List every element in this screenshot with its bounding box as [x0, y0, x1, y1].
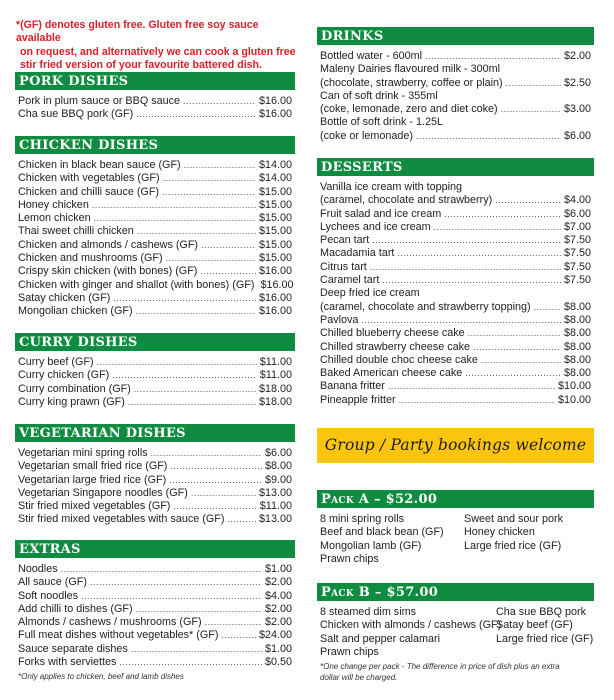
menu-item: Crispy skin chicken (with bones) (GF) ..... $16.00 [18, 265, 292, 278]
menu-item: (coke, lemonade, zero and diet coke) ..... $3.00 [320, 103, 591, 116]
menu-item: Stir fried mixed vegetables with sauce (GF) ..... $13.00 [18, 513, 292, 526]
menu-item: Chilled strawberry cheese cake ..... $8.00 [320, 341, 591, 354]
menu-item-title: Deep fried ice cream [320, 287, 420, 300]
menu-item: Chilled double choc cheese cake ..... $8.00 [320, 354, 591, 367]
menu-item: Soft noodles ..... $4.00 [18, 590, 292, 603]
pack-b-section [317, 583, 594, 683]
menu-item-title: Can of soft drink - 355ml [320, 89, 438, 102]
pack-item: Prawn chips [320, 552, 379, 565]
menu-item: Thai sweet chilli chicken ..... $15.00 [18, 225, 292, 238]
menu-item: Chicken in black bean sauce (GF) ..... $14.00 [18, 159, 292, 172]
pack-footnote-line-2: dollar will be charged. [320, 673, 398, 683]
pack-item: Cha sue BBQ pork [496, 606, 587, 618]
pack-item: 8 mini spring rolls [320, 513, 405, 525]
menu-item: Cha sue BBQ pork (GF) ..... $16.00 [18, 108, 292, 121]
pack-item: Beef and black bean (GF) [320, 526, 444, 539]
menu-item: Vegetarian small fried rice (GF) ..... $8.00 [18, 460, 292, 473]
pack-item: 8 steamed dim sims [320, 606, 417, 618]
menu-item: Citrus tart ..... $7.50 [320, 261, 591, 274]
notice-line-3: stir fried version of your favourite battered dish. [20, 58, 262, 71]
menu-item: Satay chicken (GF) ..... $16.00 [18, 292, 292, 305]
pack-item: Salt and pepper calamari [320, 632, 441, 645]
menu-item: Vegetarian Singapore noodles (GF) ..... $13.00 [18, 487, 292, 500]
menu-item: Vegetarian large fried rice (GF) ..... $9.00 [18, 474, 292, 487]
menu-item: Vegetarian mini spring rolls ..... $6.00 [18, 447, 292, 460]
drinks-header: DRINKS [317, 27, 594, 45]
pork-section [15, 72, 295, 122]
vegetarian-items [15, 447, 295, 527]
pack-item: Chicken with almonds / cashews (GF) [320, 619, 502, 632]
menu-item: Pavlova ..... $8.00 [320, 314, 591, 327]
pack-a-col-2 [464, 513, 563, 566]
pork-header: PORK DISHES [15, 72, 295, 90]
chicken-section [15, 136, 295, 319]
pack-item: Sweet and sour pork [464, 513, 564, 525]
menu-item: All sauce (GF) ..... $2.00 [18, 576, 292, 589]
pack-item: Large fried rice (GF) [496, 632, 594, 645]
menu-item: Noodles ..... $1.00 [18, 563, 292, 576]
pack-item: Prawn chips [320, 645, 379, 658]
menu-item: Pineapple fritter ..... $10.00 [320, 394, 591, 407]
drinks-items [317, 50, 594, 143]
menu-item: Chicken with ginger and shallot (with bones) (GF) $16.00 [18, 278, 294, 291]
pack-a-section [317, 490, 594, 566]
menu-item: Chicken and almonds / cashews (GF) ..... $15.00 [18, 239, 292, 252]
pack-a-items [317, 513, 594, 566]
menu-item: Add chilli to dishes (GF) ..... $2.00 [18, 603, 292, 616]
menu-item: Baked American cheese cake ..... $8.00 [320, 367, 591, 380]
menu-item: Chilled blueberry cheese cake ..... $8.00 [320, 327, 591, 340]
pack-item: Honey chicken [464, 526, 535, 539]
menu-item: Chicken with vegetables (GF) ..... $14.00 [18, 172, 292, 185]
menu-item: (caramel, chocolate and strawberry topping) ..... $8.00 [320, 301, 591, 314]
curry-items [15, 356, 295, 409]
vegetarian-header: VEGETARIAN DISHES [15, 424, 295, 442]
pack-b-col-1 [320, 606, 502, 659]
pork-items [15, 95, 295, 122]
menu-item: Chicken and chilli sauce (GF) ..... $15.00 [18, 186, 292, 199]
menu-item: Stir fried mixed vegetables (GF) ..... $11.00 [18, 500, 292, 513]
chicken-header: CHICKEN DISHES [15, 136, 295, 154]
menu-item: Almonds / cashews / mushrooms (GF) ..... $2.00 [18, 616, 292, 629]
menu-item: Caramel tart ..... $7.50 [320, 274, 591, 287]
pack-a-col-1 [320, 513, 464, 566]
menu-item: Sauce separate dishes ..... $1.00 [18, 643, 292, 656]
extras-header: EXTRAS [15, 540, 295, 558]
drinks-section [317, 27, 594, 143]
pack-item: Large fried rice (GF) [464, 539, 562, 552]
vegetarian-section [15, 424, 295, 527]
group-bookings-banner: Group / Party bookings welcome [317, 428, 594, 463]
menu-item: Pork in plum sauce or BBQ sauce ..... $16.00 [18, 95, 292, 108]
pack-a-header: Pack A – $52.00 [317, 490, 594, 508]
extras-section [15, 540, 295, 683]
curry-header: CURRY DISHES [15, 333, 295, 351]
menu-item: Honey chicken ..... $15.00 [18, 199, 292, 212]
pack-item: Mongolian lamb (GF) [320, 539, 422, 552]
menu-item-title: Vanilla ice cream with topping [320, 181, 463, 193]
pack-b-header: Pack B – $57.00 [317, 583, 594, 601]
menu-item: Macadamia tart ..... $7.50 [320, 247, 591, 260]
pack-b-items [317, 606, 594, 659]
desserts-header: DESSERTS [317, 158, 594, 176]
desserts-section [317, 158, 594, 407]
pack-item: Satay beef (GF) [496, 619, 573, 632]
curry-section [15, 333, 295, 409]
desserts-items [317, 181, 594, 407]
pack-footnote-line-1: *One change per pack - The difference in price of dish plus an extra [320, 662, 560, 672]
menu-item: (coke or lemonade) ..... $6.00 [320, 130, 591, 143]
menu-item: Forks with serviettes ..... $0.50 [18, 656, 292, 669]
menu-item: Pecan tart ..... $7.50 [320, 234, 591, 247]
notice-line-2: on request, and alternatively we can cook a gluten free [20, 45, 296, 58]
menu-item: Curry combination (GF) ..... $18.00 [18, 383, 292, 396]
menu-item: Curry beef (GF) ..... $11.00 [18, 356, 292, 369]
menu-item: Curry chicken (GF) ..... $11.00 [18, 369, 292, 382]
menu-item-title: Maleny Dairies flavoured milk - 300ml [320, 63, 501, 76]
menu-item: Chicken and mushrooms (GF) ..... $15.00 [18, 252, 292, 265]
menu-item: (caramel, chocolate and strawberry) ..... $4.00 [320, 194, 591, 207]
menu-item: Full meat dishes without vegetables* (GF) ..... $24.00 [18, 629, 292, 642]
gluten-free-notice [16, 19, 298, 72]
menu-item: Mongolian chicken (GF) ..... $16.00 [18, 305, 292, 318]
menu-item: Banana fritter ..... $10.00 [320, 380, 591, 393]
chicken-items [15, 159, 295, 319]
extras-footnote: *Only applies to chicken, beef and lamb dishes [18, 672, 184, 682]
menu-item: Curry king prawn (GF) ..... $18.00 [18, 396, 292, 409]
pack-b-col-2 [496, 606, 593, 659]
pack-footnote [317, 661, 594, 683]
menu-item: Bottled water - 600ml ..... $2.00 [320, 50, 591, 63]
notice-line-1: *(GF) denotes gluten free. Gluten free soy sauce available [16, 19, 259, 45]
menu-item: Fruit salad and ice cream ..... $6.00 [320, 208, 591, 221]
menu-item-title: Bottle of soft drink - 1.25L [320, 116, 444, 129]
extras-items [15, 563, 295, 683]
menu-item: Lemon chicken ..... $15.00 [18, 212, 292, 225]
menu-item: (chocolate, strawberry, coffee or plain) ..... $2.50 [320, 77, 591, 90]
menu-item: Lychees and ice cream ..... $7.00 [320, 221, 591, 234]
